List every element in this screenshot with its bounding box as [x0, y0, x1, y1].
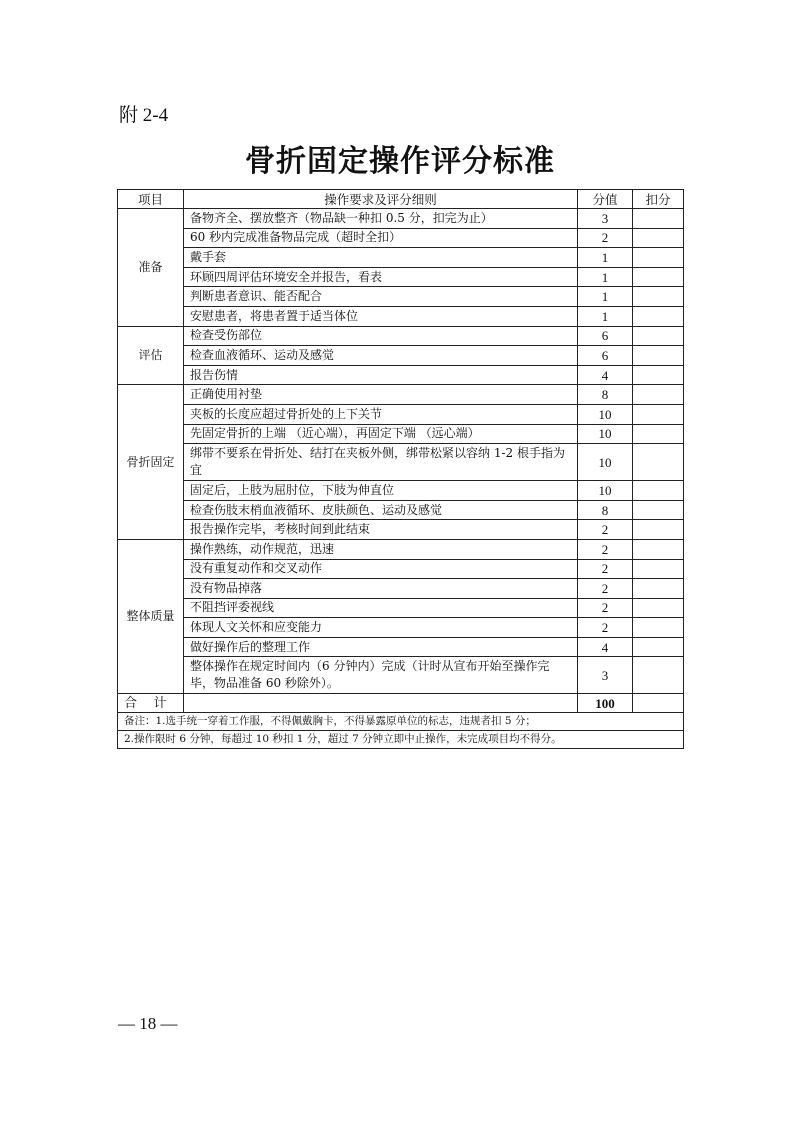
score-value: 2 [578, 598, 633, 618]
score-value: 3 [578, 657, 633, 694]
deduction-cell[interactable] [633, 209, 684, 229]
note-text: 2.操作限时 6 分钟，每超过 10 秒扣 1 分，超过 7 分钟立即中止操作，未完成项目均不得分。 [118, 731, 684, 749]
section-label-fracture-fixation: 骨折固定 [118, 385, 184, 540]
score-value: 3 [578, 209, 633, 229]
table-row [118, 365, 684, 385]
score-value: 2 [578, 228, 633, 248]
deduction-cell[interactable] [633, 365, 684, 385]
requirement-text: 报告伤情 [184, 365, 578, 385]
column-header-item: 项目 [118, 190, 184, 209]
requirement-text: 没有重复动作和交叉动作 [184, 559, 578, 579]
requirement-text: 绑带不要系在骨折处、结打在夹板外侧，绑带松紧以容纳 1-2 根手指为宜 [184, 444, 578, 481]
section-label-assessment: 评估 [118, 326, 184, 385]
deduction-cell[interactable] [633, 287, 684, 307]
score-value: 2 [578, 579, 633, 599]
table-row [118, 579, 684, 599]
score-value: 8 [578, 500, 633, 520]
table-row [118, 539, 684, 559]
requirement-text: 固定后，上肢为屈肘位，下肢为伸直位 [184, 481, 578, 501]
total-label: 合 计 [118, 694, 184, 713]
deduction-cell[interactable] [633, 500, 684, 520]
table-row [118, 424, 684, 444]
section-label-preparation: 准备 [118, 209, 184, 327]
requirement-text: 先固定骨折的上端 （近心端），再固定下端 （远心端） [184, 424, 578, 444]
deduction-cell[interactable] [633, 618, 684, 638]
deduction-cell[interactable] [633, 228, 684, 248]
table-row [118, 209, 684, 229]
table-row [118, 637, 684, 657]
deduction-cell[interactable] [633, 539, 684, 559]
deduction-cell[interactable] [633, 559, 684, 579]
table-row [118, 520, 684, 540]
score-value: 10 [578, 481, 633, 501]
table-row [118, 500, 684, 520]
deduction-cell[interactable] [633, 444, 684, 481]
requirement-text: 检查伤肢末梢血液循环、皮肤颜色、运动及感觉 [184, 500, 578, 520]
table-row [118, 267, 684, 287]
deduction-cell[interactable] [633, 385, 684, 405]
table-row [118, 404, 684, 424]
table-row [118, 306, 684, 326]
total-row [118, 694, 684, 713]
table-row [118, 559, 684, 579]
requirement-text: 体现人文关怀和应变能力 [184, 618, 578, 638]
score-value: 4 [578, 365, 633, 385]
deduction-cell[interactable] [633, 520, 684, 540]
deduction-cell[interactable] [633, 598, 684, 618]
table-row [118, 248, 684, 268]
page-number: — 18 — [118, 1014, 178, 1033]
table-row [118, 228, 684, 248]
requirement-text: 夹板的长度应超过骨折处的上下关节 [184, 404, 578, 424]
table-row [118, 657, 684, 694]
score-value: 2 [578, 520, 633, 540]
requirement-text: 检查受伤部位 [184, 326, 578, 346]
deduction-cell[interactable] [633, 248, 684, 268]
table-row [118, 346, 684, 366]
document-title: 骨折固定操作评分标准 [245, 144, 555, 179]
requirement-text: 不阻挡评委视线 [184, 598, 578, 618]
score-value: 1 [578, 267, 633, 287]
table-row [118, 618, 684, 638]
column-header-requirements: 操作要求及评分细则 [184, 190, 578, 209]
score-value: 8 [578, 385, 633, 405]
score-value: 2 [578, 618, 633, 638]
score-value: 1 [578, 306, 633, 326]
table-row [118, 385, 684, 405]
table-row [118, 481, 684, 501]
requirement-text: 检查血液循环、运动及感觉 [184, 346, 578, 366]
score-value: 2 [578, 539, 633, 559]
requirement-text: 判断患者意识、能否配合 [184, 287, 578, 307]
deduction-cell[interactable] [633, 404, 684, 424]
table-row [118, 287, 684, 307]
requirement-text: 操作熟练，动作规范，迅速 [184, 539, 578, 559]
table-header-row [118, 190, 684, 209]
requirement-text: 整体操作在规定时间内（6 分钟内）完成（计时从宣布开始至操作完毕，物品准备 60 秒除外）。 [184, 657, 578, 694]
deduction-cell[interactable] [633, 637, 684, 657]
requirement-text: 戴手套 [184, 248, 578, 268]
score-value: 10 [578, 424, 633, 444]
scoring-table [117, 189, 684, 749]
score-value: 10 [578, 444, 633, 481]
table-row [118, 444, 684, 481]
section-label-overall-quality: 整体质量 [118, 539, 184, 694]
requirement-text: 正确使用衬垫 [184, 385, 578, 405]
score-value: 1 [578, 248, 633, 268]
requirement-text: 环顾四周评估环境安全并报告，看表 [184, 267, 578, 287]
total-score: 100 [578, 694, 633, 713]
total-description [184, 694, 578, 713]
deduction-cell[interactable] [633, 267, 684, 287]
note-row [118, 713, 684, 731]
deduction-cell[interactable] [633, 424, 684, 444]
note-text: 备注：1.选手统一穿着工作服，不得佩戴胸卡，不得暴露原单位的标志，违规者扣 5 分； [118, 713, 684, 731]
requirement-text: 报告操作完毕，考核时间到此结束 [184, 520, 578, 540]
score-value: 10 [578, 404, 633, 424]
score-value: 2 [578, 559, 633, 579]
deduction-cell[interactable] [633, 481, 684, 501]
requirement-text: 安慰患者，将患者置于适当体位 [184, 306, 578, 326]
requirement-text: 没有物品掉落 [184, 579, 578, 599]
deduction-cell[interactable] [633, 306, 684, 326]
table-row [118, 326, 684, 346]
total-deduction-cell[interactable] [633, 694, 684, 713]
deduction-cell[interactable] [633, 579, 684, 599]
column-header-deduction: 扣分 [633, 190, 684, 209]
appendix-label: 附 2-4 [119, 105, 169, 126]
score-value: 6 [578, 346, 633, 366]
deduction-cell[interactable] [633, 657, 684, 694]
requirement-text: 做好操作后的整理工作 [184, 637, 578, 657]
score-value: 6 [578, 326, 633, 346]
deduction-cell[interactable] [633, 346, 684, 366]
requirement-text: 60 秒内完成准备物品完成（超时全扣） [184, 228, 578, 248]
column-header-score: 分值 [578, 190, 633, 209]
table-row [118, 598, 684, 618]
requirement-text: 备物齐全、摆放整齐（物品缺一种扣 0.5 分，扣完为止） [184, 209, 578, 229]
deduction-cell[interactable] [633, 326, 684, 346]
score-value: 1 [578, 287, 633, 307]
score-value: 4 [578, 637, 633, 657]
note-row [118, 731, 684, 749]
